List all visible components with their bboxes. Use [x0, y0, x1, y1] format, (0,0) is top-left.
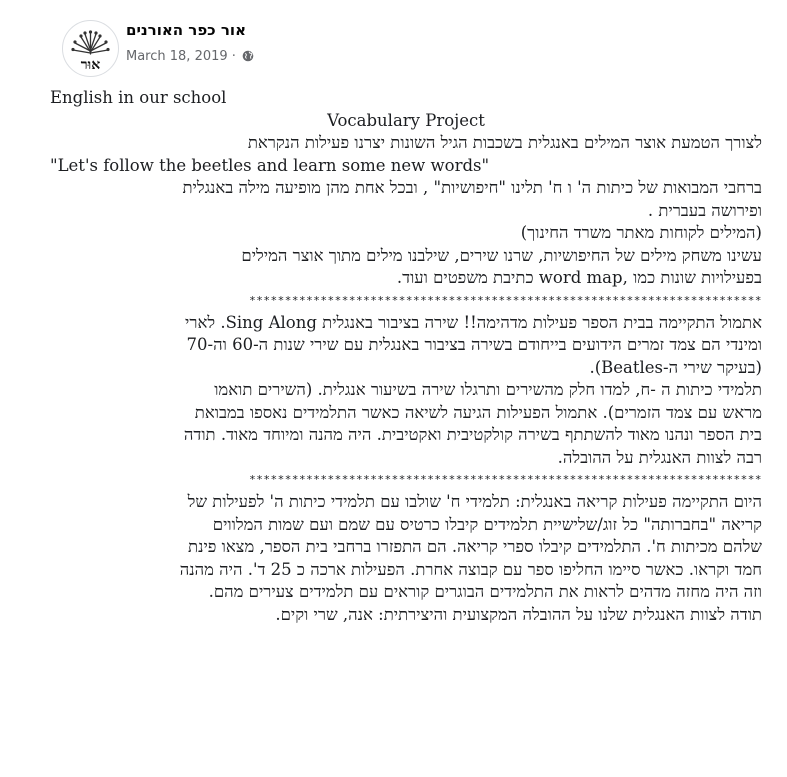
text-line: (בעיקר שירי ה-Beatles).: [589, 357, 762, 377]
globe-icon[interactable]: [242, 50, 254, 66]
text-line: ופירושה בעברית .: [647, 200, 762, 220]
intro-line: English in our school: [50, 88, 227, 107]
meta-separator: ·: [227, 49, 241, 64]
text-line: חמד וקראו. כאשר סיימו החליפו ספר עם קבוצה אחרת. הפעילות ארכה כ 25 ד'. היה מהנה: [179, 559, 762, 579]
text-line: ומינדי הם צמד זמרים הידועים בייחודם בשירה בציבור באנגלית עם שירי שנות ה-60 וה-70: [186, 335, 762, 354]
text-line: מראש עם צמד הזמרים). אתמול הפעילות הגיעה לשיאה כאשר התלמידים נאספו במבואת: [194, 402, 762, 422]
avatar[interactable]: [62, 20, 119, 77]
post-body: [50, 87, 762, 626]
project-title: Vocabulary Project: [327, 110, 485, 130]
post-meta: [126, 49, 254, 66]
text-line: וזה היה מחזה מדהים לראות את התלמידים הבוגרים קוראים עם תלמידים צעירים מהם.: [208, 582, 762, 601]
text-line: קריאה "בחברותה" כל זוג/שלישיית תלמידים קיבלו כרטיס עם שמם ועם שמות המלווים: [212, 514, 762, 534]
separator-stars: ************************************************************************: [249, 293, 762, 307]
svg-text:אוּר: אוּר: [80, 57, 101, 73]
tree-logo-icon: [63, 21, 118, 76]
page-name[interactable]: אור כפר האורנים: [126, 21, 246, 39]
text-line: תלמידי כיתות ה -ח, למדו חלק מהשירים ותרגלו שירה בשיעור אנגלית. (השירים תואמו: [214, 380, 762, 399]
post-header: [0, 16, 787, 76]
text-line: תודה לצוות האנגלית שלנו על ההובלה המקצועית והיצירתית: אנה, שרי וקים.: [275, 604, 762, 624]
text-line: שלהם מכיתות ח'. התלמידים קיבלו ספרי קריאה. הם התפזרו ברחבי בית הספר, מצאו פינת: [188, 537, 762, 556]
text-line: רבה לצוות האנגלית על ההובלה.: [557, 447, 762, 467]
text-line: היום התקיימה פעילות קריאה באנגלית: תלמידי ח' שולבו עם תלמידי כיתות ה' לפעילות של: [187, 492, 762, 511]
text-line: ברחבי המבואות של כיתות ה' ו ח' תלינו "חיפושיות" , ובכל אחת מהן מופיעה מילה באנגלית: [182, 178, 762, 197]
text-line: עשינו משחק מילים של החיפושיות, שרנו שירים, שילבנו מילים מתוך אוצר המילים: [241, 245, 762, 265]
post-date[interactable]: March 18, 2019: [126, 49, 228, 64]
text-line: אתמול התקיימה בבית הספר פעילות מדהימה!! שירה בציבור באנגלית Sing Along. לארי: [185, 312, 762, 332]
separator-stars: ************************************************************************: [249, 473, 762, 486]
text-line: לצורך הטמעת אוצר המילים באנגלית בשכבות הגיל השונות יצרנו פעילות הנקראת: [247, 133, 762, 152]
text-line: "Let's follow the beetles and learn some new words": [50, 155, 490, 175]
text-line: (המילים לקוחות מאתר משרד החינוך): [520, 223, 762, 242]
text-line: בפעילויות שונות כמו ,word map כתיבת משפטים ועוד.: [396, 268, 762, 287]
text-line: בית הספר ונהנו מאוד להשתתף בשירה קולקטיבית ואקטיבית. היה מהנה ומיוחד מאוד. תודה: [183, 425, 762, 444]
